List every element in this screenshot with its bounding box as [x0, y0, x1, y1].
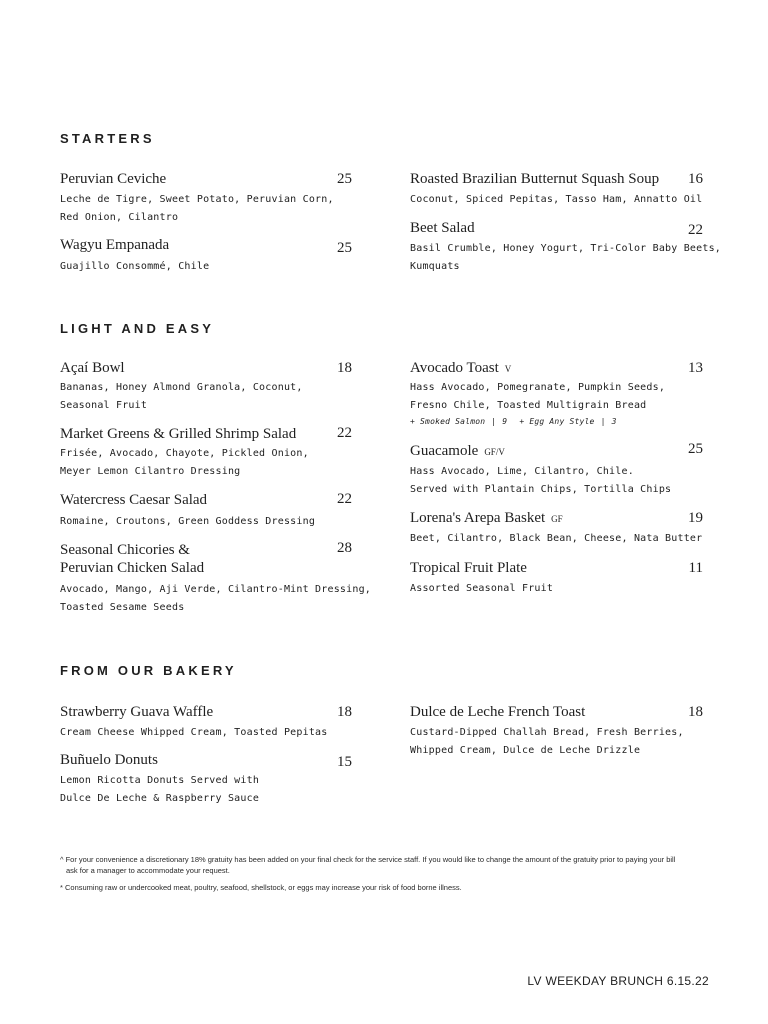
item-price: 15 [337, 754, 352, 770]
menu-item [410, 359, 703, 433]
item-price: 28 [337, 540, 352, 556]
menu-version-code: LV WEEKDAY BRUNCH 6.15.22 [527, 974, 709, 988]
item-price: 22 [337, 491, 352, 507]
menu-item [60, 236, 352, 276]
item-description: Guajillo Consommé, Chile [60, 261, 210, 272]
menu-item [60, 540, 372, 619]
item-description: Beet, Cilantro, Black Bean, Cheese, Nata Butter [410, 533, 703, 544]
menu-item [410, 509, 703, 549]
item-description: Custard-Dipped Challah Bread, Fresh Berries, Whipped Cream, Dulce de Leche Drizzle [410, 727, 684, 756]
item-description: Frisée, Avocado, Chayote, Pickled Onion, Meyer Lemon Cilantro Dressing [60, 448, 309, 477]
item-name: Wagyu Empanada [60, 237, 170, 253]
item-name: Strawberry Guava Waffle [60, 704, 214, 720]
dietary-tag: V [504, 364, 512, 374]
item-description: Assorted Seasonal Fruit [410, 583, 554, 594]
item-price: 18 [337, 360, 352, 376]
menu-item [60, 751, 352, 811]
item-name: Avocado Toast V [410, 360, 512, 376]
item-description: Leche de Tigre, Sweet Potato, Peruvian Corn, Red Onion, Cilantro [60, 194, 334, 223]
item-price: 13 [688, 360, 703, 376]
item-name: Beet Salad [410, 220, 475, 236]
item-description: Hass Avocado, Lime, Cilantro, Chile. Served with Plantain Chips, Tortilla Chips [410, 466, 672, 495]
section-title-bakery: FROM OUR BAKERY [60, 663, 237, 678]
item-name: Peruvian Ceviche [60, 171, 167, 187]
item-price: 25 [337, 240, 352, 256]
section-title-light-and-easy: LIGHT AND EASY [60, 321, 215, 336]
item-name: Buñuelo Donuts [60, 752, 158, 768]
menu-item [410, 559, 703, 599]
gratuity-footnote: ^ For your convenience a discretionary 18% gratuity has been added on your final check for the service staff. If you would like to change the amount of the gratuity prior to paying your bill ask for a manager to accommodate your request. [60, 855, 676, 875]
item-price: 11 [688, 560, 703, 576]
dietary-tag: GF/V [484, 447, 505, 457]
item-price: 25 [688, 441, 703, 457]
menu-item [410, 170, 703, 210]
item-price: 22 [337, 425, 352, 441]
item-name: Açaí Bowl [60, 360, 125, 376]
item-price: 19 [688, 510, 703, 526]
item-price: 16 [688, 171, 703, 187]
menu-item [60, 703, 352, 743]
menu-item [410, 442, 703, 502]
menu-item [60, 491, 352, 531]
item-description: Romaine, Croutons, Green Goddess Dressing [60, 516, 316, 527]
item-description: Lemon Ricotta Donuts Served with Dulce De Leche & Raspberry Sauce [60, 775, 260, 804]
menu-item [410, 219, 722, 279]
dietary-tag: GF [551, 514, 563, 524]
item-name: Seasonal Chicories & Peruvian Chicken Salad [60, 542, 205, 576]
item-price: 25 [337, 171, 352, 187]
item-description: Basil Crumble, Honey Yogurt, Tri-Color Baby Beets, Kumquats [410, 243, 722, 272]
section-title-starters: STARTERS [60, 131, 155, 146]
menu-item [60, 170, 352, 230]
menu-item [410, 703, 703, 763]
item-name: Roasted Brazilian Butternut Squash Soup [410, 171, 660, 187]
item-name: Tropical Fruit Plate [410, 560, 527, 576]
item-name: Market Greens & Grilled Shrimp Salad [60, 426, 297, 442]
item-name: Lorena's Arepa Basket GF [410, 510, 563, 526]
menu-item [60, 425, 352, 485]
item-description: Coconut, Spiced Pepitas, Tasso Ham, Annatto Oil [410, 194, 703, 205]
item-name: Watercress Caesar Salad [60, 492, 208, 508]
item-price: 22 [688, 222, 703, 238]
item-description: Bananas, Honey Almond Granola, Coconut, Seasonal Fruit [60, 382, 303, 411]
item-price: 18 [337, 704, 352, 720]
food-safety-footnote: * Consuming raw or undercooked meat, poultry, seafood, shellstock, or eggs may increase your risk of food borne illness. [60, 883, 462, 892]
menu-item [60, 359, 352, 419]
item-name: Guacamole GF/V [410, 443, 505, 459]
item-name: Dulce de Leche French Toast [410, 704, 586, 720]
item-price: 18 [688, 704, 703, 720]
item-addons: + Smoked Salmon | 9 + Egg Any Style | 3 [410, 417, 617, 426]
item-description: Hass Avocado, Pomegranate, Pumpkin Seeds, Fresno Chile, Toasted Multigrain Bread [410, 382, 666, 411]
item-description: Avocado, Mango, Aji Verde, Cilantro-Mint Dressing, Toasted Sesame Seeds [60, 584, 372, 613]
item-description: Cream Cheese Whipped Cream, Toasted Pepitas [60, 727, 328, 738]
